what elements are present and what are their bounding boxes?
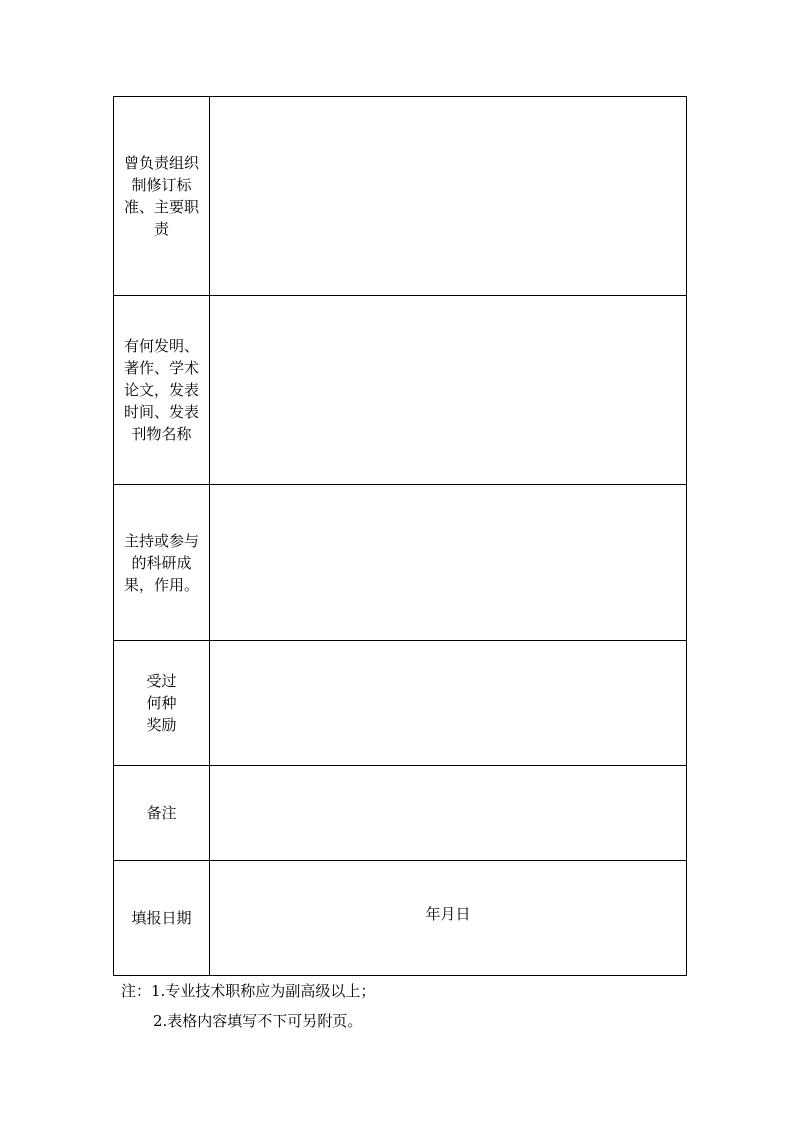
inventions-publications-label: 有何发明、 著作、学术 论文，发表 时间、发表 刊物名称 [123,337,199,443]
remarks-label: 备注 [146,804,177,822]
awards-label-cell [114,641,210,766]
research-results-label-cell [114,485,210,641]
fill-date-label: 填报日期 [131,909,192,927]
fill-date-label-cell [114,861,210,976]
awards-input[interactable] [210,641,687,766]
inventions-publications-input[interactable] [210,296,687,485]
standards-responsibility-input[interactable] [210,97,687,296]
research-results-row [114,485,687,641]
research-results-input[interactable] [210,485,687,641]
remarks-row [114,766,687,861]
remarks-label-cell [114,766,210,861]
form-notes [121,976,375,1036]
standards-responsibility-row [114,97,687,296]
awards-label: 受过 何种 奖励 [146,672,177,734]
note-line-2: 2.表格内容填写不下可另附页。 [153,1012,363,1030]
remarks-input[interactable] [210,766,687,861]
inventions-publications-label-cell [114,296,210,485]
note-line-1: 注：1.专业技术职称应为副高级以上； [121,982,376,1000]
research-results-label: 主持或参与 的科研成 果，作用。 [123,531,199,594]
application-form-table [113,96,687,976]
fill-date-value: 年月日 [425,904,471,923]
fill-date-input[interactable] [210,861,687,976]
inventions-publications-row [114,296,687,485]
awards-row [114,641,687,766]
fill-date-row [114,861,687,976]
standards-responsibility-label: 曾负责组织 制修订标 准、主要职 责 [123,154,199,238]
standards-responsibility-label-cell [114,97,210,296]
